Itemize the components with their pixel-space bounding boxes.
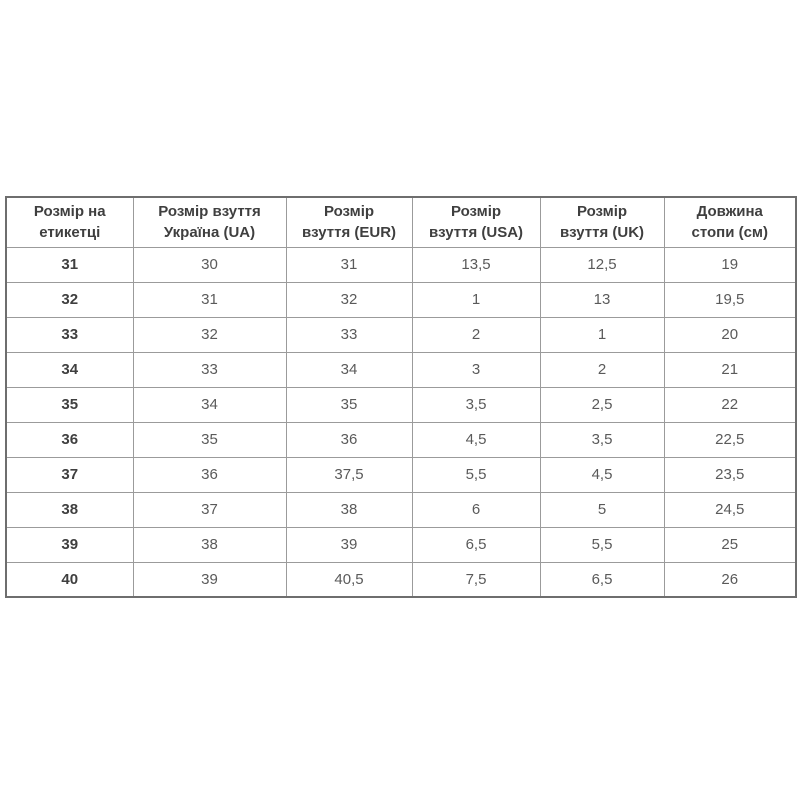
table-cell: 2 [540, 352, 664, 387]
table-cell: 6,5 [412, 527, 540, 562]
table-cell: 19 [664, 247, 796, 282]
table-cell: 31 [286, 247, 412, 282]
header-line: Розмір взуття [158, 203, 261, 221]
table-row [6, 422, 796, 457]
row-label-cell: 35 [6, 387, 133, 422]
table-cell: 13 [540, 282, 664, 317]
table-cell: 3 [412, 352, 540, 387]
table-cell: 31 [133, 282, 286, 317]
table-cell: 34 [133, 387, 286, 422]
table-cell: 38 [286, 492, 412, 527]
table-cell: 6,5 [540, 562, 664, 597]
header-line: взуття (USA) [428, 224, 524, 242]
row-label-cell: 33 [6, 317, 133, 352]
table-cell: 20 [664, 317, 796, 352]
table-cell: 26 [664, 562, 796, 597]
table-cell: 4,5 [540, 457, 664, 492]
column-header [6, 197, 133, 247]
table-cell: 3,5 [412, 387, 540, 422]
table-cell: 37 [133, 492, 286, 527]
table-cell: 6 [412, 492, 540, 527]
header-line: взуття (UK) [559, 224, 645, 242]
table-row [6, 527, 796, 562]
column-header [540, 197, 664, 247]
table-cell: 36 [286, 422, 412, 457]
table-cell: 25 [664, 527, 796, 562]
table-row [6, 247, 796, 282]
column-header [664, 197, 796, 247]
table-cell: 39 [133, 562, 286, 597]
table-cell: 21 [664, 352, 796, 387]
size-table-container [5, 196, 795, 598]
table-row [6, 282, 796, 317]
table-cell: 32 [286, 282, 412, 317]
header-line: стопи (см) [691, 224, 769, 242]
table-row [6, 492, 796, 527]
table-cell: 22 [664, 387, 796, 422]
table-cell: 33 [133, 352, 286, 387]
table-cell: 40,5 [286, 562, 412, 597]
table-cell: 34 [286, 352, 412, 387]
header-line: Розмір на [33, 203, 106, 221]
column-header [133, 197, 286, 247]
row-label-cell: 36 [6, 422, 133, 457]
table-cell: 35 [133, 422, 286, 457]
table-cell: 35 [286, 387, 412, 422]
header-line: етикетці [39, 224, 101, 242]
table-row [6, 387, 796, 422]
table-cell: 7,5 [412, 562, 540, 597]
table-cell: 3,5 [540, 422, 664, 457]
row-label-cell: 34 [6, 352, 133, 387]
table-cell: 38 [133, 527, 286, 562]
row-label-cell: 31 [6, 247, 133, 282]
table-cell: 12,5 [540, 247, 664, 282]
table-row [6, 352, 796, 387]
table-cell: 37,5 [286, 457, 412, 492]
table-cell: 1 [412, 282, 540, 317]
column-header [412, 197, 540, 247]
table-cell: 2,5 [540, 387, 664, 422]
row-label-cell: 38 [6, 492, 133, 527]
row-label-cell: 37 [6, 457, 133, 492]
table-cell: 4,5 [412, 422, 540, 457]
header-line: Розмір [323, 203, 375, 221]
header-line: Довжина [696, 203, 763, 221]
table-cell: 24,5 [664, 492, 796, 527]
header-line: Розмір [450, 203, 502, 221]
table-cell: 5,5 [412, 457, 540, 492]
size-conversion-table [5, 196, 797, 598]
row-label-cell: 32 [6, 282, 133, 317]
table-cell: 19,5 [664, 282, 796, 317]
row-label-cell: 40 [6, 562, 133, 597]
row-label-cell: 39 [6, 527, 133, 562]
header-line: Україна (UA) [163, 224, 256, 242]
table-cell: 33 [286, 317, 412, 352]
table-cell: 23,5 [664, 457, 796, 492]
header-row [6, 197, 796, 247]
table-cell: 39 [286, 527, 412, 562]
table-cell: 2 [412, 317, 540, 352]
table-row [6, 562, 796, 597]
header-line: взуття (EUR) [301, 224, 397, 242]
table-cell: 22,5 [664, 422, 796, 457]
table-cell: 5,5 [540, 527, 664, 562]
table-cell: 32 [133, 317, 286, 352]
table-cell: 1 [540, 317, 664, 352]
column-header [286, 197, 412, 247]
header-line: Розмір [576, 203, 628, 221]
table-cell: 13,5 [412, 247, 540, 282]
table-cell: 5 [540, 492, 664, 527]
table-cell: 36 [133, 457, 286, 492]
table-row [6, 317, 796, 352]
table-row [6, 457, 796, 492]
table-cell: 30 [133, 247, 286, 282]
